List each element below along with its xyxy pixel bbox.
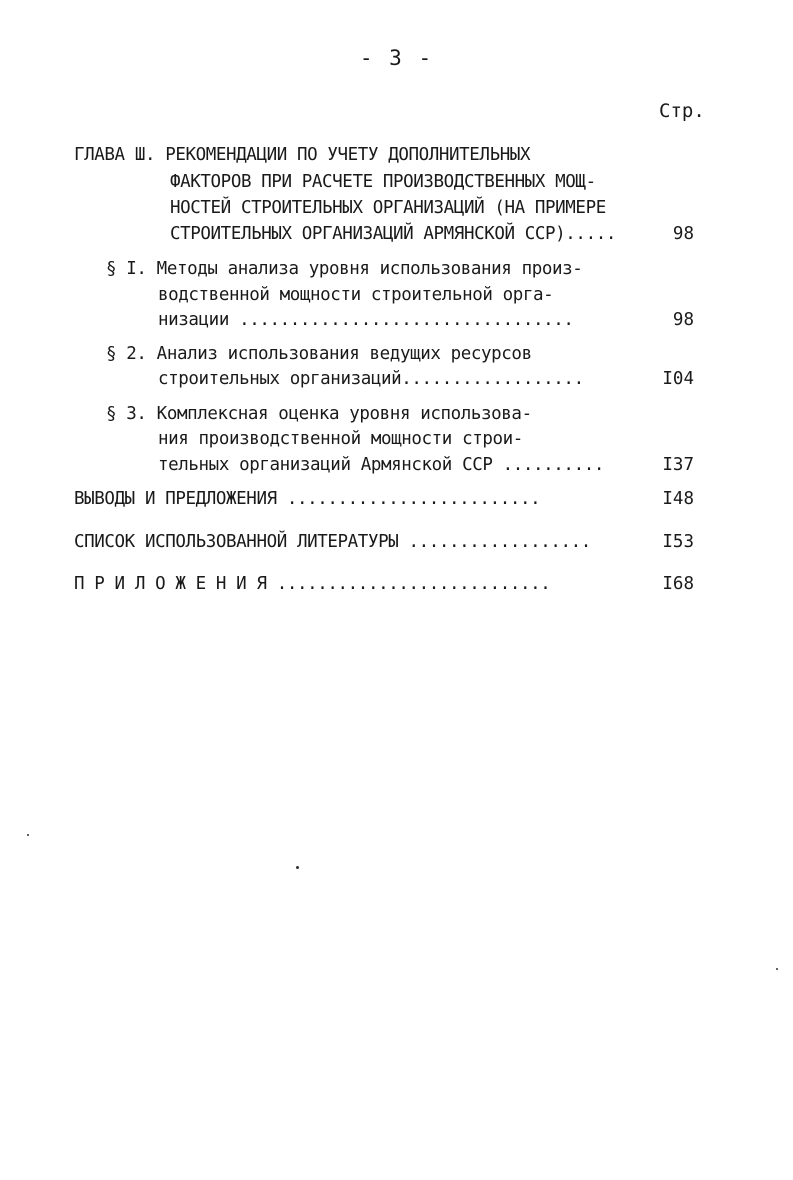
toc-line: ВЫВОДЫ И ПРЕДЛОЖЕНИЯ ......................... bbox=[74, 489, 541, 509]
toc-page-number: 98 bbox=[672, 224, 694, 244]
toc-line: § 3. Комплексная оценка уровня использова- bbox=[106, 404, 532, 424]
toc-page-number: I48 bbox=[662, 489, 694, 509]
toc-page-number: I04 bbox=[662, 369, 694, 389]
toc-line: водственной мощности строительной орга- bbox=[158, 285, 554, 305]
toc-page-number: 98 bbox=[672, 310, 694, 330]
toc-line: П Р И Л О Ж Е Н И Я ........................... bbox=[74, 574, 551, 594]
toc-line: тельных организаций Армянской ССР .......... bbox=[158, 455, 604, 475]
page-column-header: Стр. bbox=[659, 100, 705, 122]
toc-page-number: I68 bbox=[662, 574, 694, 594]
scan-speck bbox=[296, 866, 299, 869]
toc-line: СТРОИТЕЛЬНЫХ ОРГАНИЗАЦИЙ АРМЯНСКОЙ ССР)..... bbox=[170, 224, 616, 244]
toc-line: СПИСОК ИСПОЛЬЗОВАННОЙ ЛИТЕРАТУРЫ .................. bbox=[74, 532, 591, 552]
toc-line: ФАКТОРОВ ПРИ РАСЧЕТЕ ПРОИЗВОДСТВЕННЫХ МОЩ- bbox=[170, 172, 596, 192]
toc-line: НОСТЕЙ СТРОИТЕЛЬНЫХ ОРГАНИЗАЦИЙ (НА ПРИМЕРЕ bbox=[170, 198, 606, 218]
toc-line: строительных организаций.................. bbox=[158, 369, 584, 389]
toc-line: § I. Методы анализа уровня использования произ- bbox=[106, 259, 583, 279]
page-number: - 3 - bbox=[359, 46, 434, 70]
toc-page-number: I37 bbox=[662, 455, 694, 475]
toc-line: низации ................................. bbox=[158, 310, 574, 330]
toc-line: ГЛАВА Ш. РЕКОМЕНДАЦИИ ПО УЧЕТУ ДОПОЛНИТЕЛЬНЫХ bbox=[74, 145, 531, 165]
toc-page-number: I53 bbox=[662, 532, 694, 552]
toc-line: ния производственной мощности строи- bbox=[158, 429, 523, 449]
scan-speck bbox=[27, 834, 29, 836]
scan-speck bbox=[776, 968, 778, 970]
toc-line: § 2. Анализ использования ведущих ресурсов bbox=[106, 344, 532, 364]
